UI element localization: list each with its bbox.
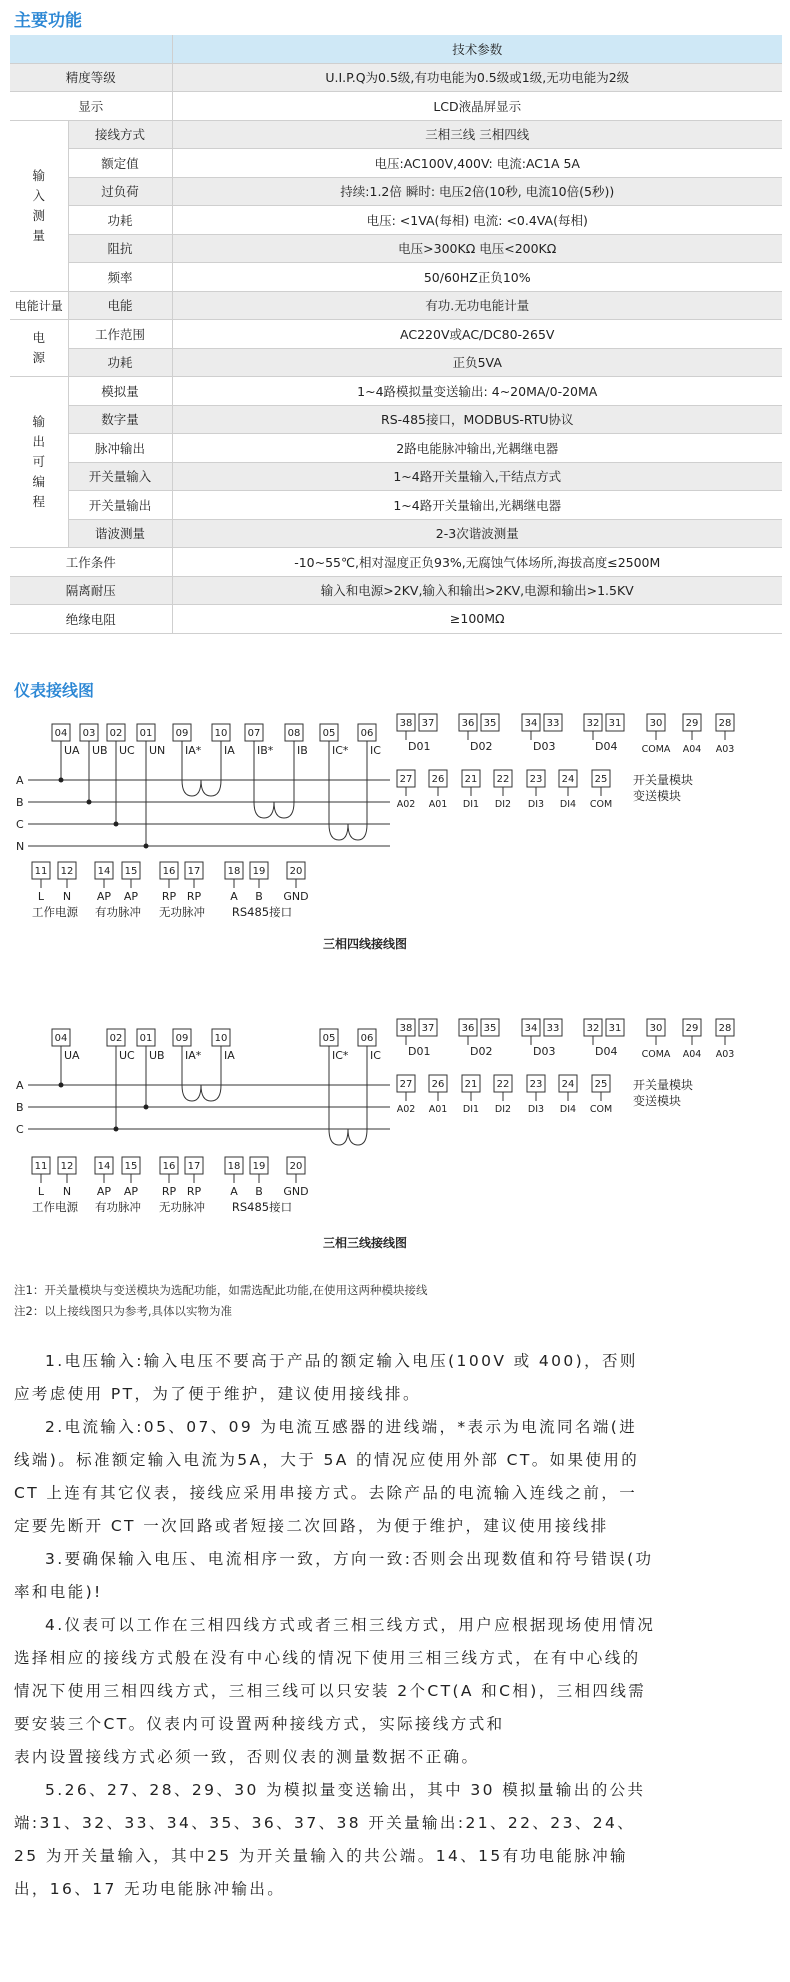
module-label: D02 [470,1045,493,1058]
module-label: D03 [533,1045,556,1058]
terminal-number: 14 [97,1161,111,1172]
para-line: 4.仪表可以工作在三相四线方式或者三相三线方式，用户应根据现场使用情况 [45,1616,656,1634]
module-number: 22 [496,1079,510,1090]
module-number: 29 [685,718,699,729]
module-number: 30 [649,1023,663,1034]
row-value: 2-3次谐波测量 [172,519,782,548]
para-line: 端:31、32、33、34、35、36、37、38 开关量输出:21、22、23、24、 [14,1814,636,1832]
row-label: 频率 [68,263,172,292]
row-value: 1~4路模拟量变送输出: 4~20MA/0-20MA [172,377,782,406]
module-number: 36 [461,1023,475,1034]
module-label: D04 [595,740,618,753]
row-value: -10~55℃,相对湿度正负93%,无腐蚀气体场所,海拔高度≤2500M [172,548,782,577]
terminal-label: RP [161,1185,177,1198]
terminal-label: UB [149,1049,165,1062]
terminal-number: 17 [187,1161,201,1172]
row-label: 电能 [68,291,172,320]
terminal-label: IC [370,744,381,757]
group-label: 工作电源 [32,1200,78,1214]
group-output: 输出可编程 [10,377,68,548]
module-number: 38 [399,718,413,729]
terminal-number: 18 [227,866,241,877]
row-value: AC220V或AC/DC80-265V [172,320,782,349]
terminal-label: N [62,1185,72,1198]
module-label: D01 [408,740,431,753]
row-label: 阻抗 [68,234,172,263]
para-line: 5.26、27、28、29、30 为模拟量变送输出，其中 30 模拟量输出的公共 [45,1781,646,1799]
table-row [10,462,782,491]
para-line: 出，16、17 无功电能脉冲输出。 [14,1880,286,1898]
para-line: 1.电压输入:输入电压不要高于产品的额定输入电压(100V 或 400)，否则 [45,1352,638,1370]
terminal-label: IC [370,1049,381,1062]
module-label: COM [589,799,613,810]
module-number: 34 [524,718,538,729]
module-number: 35 [483,1023,497,1034]
terminal-number: 20 [289,866,303,877]
module-number: 24 [561,774,575,785]
module-number: 22 [496,774,510,785]
terminal-number: 11 [34,866,48,877]
row-label: 过负荷 [68,177,172,206]
terminal-number: 20 [289,1161,303,1172]
table-row [10,548,782,577]
group-label: 有功脉冲 [95,905,141,919]
module-label: D01 [408,1045,431,1058]
module-number: 25 [594,774,608,785]
terminal-label: UA [64,1049,80,1062]
terminal-number: 12 [60,866,74,877]
row-label: 功耗 [68,348,172,377]
para-line: 表内设置接线方式必须一致，否则仪表的测量数据不正确。 [14,1748,480,1766]
group-label: 无功脉冲 [159,905,205,919]
table-row [10,234,782,263]
terminal-number: 02 [109,1033,123,1044]
terminal-label: IB [297,744,308,757]
line-label: A [16,1079,24,1092]
terminal-number: 03 [82,728,96,739]
terminal-number: 09 [175,728,189,739]
group-power: 电源 [10,320,68,377]
para-line: 2.电流输入:05、07、09 为电流互感器的进线端，*表示为电流同名端(进 [45,1418,638,1436]
terminal-number: 16 [162,1161,176,1172]
table-row [10,120,782,149]
module-label: COMA [641,1049,671,1060]
para-line: 25 为开关量输入，其中25 为开关量输入的共公端。14、15有功电能脉冲输 [14,1847,628,1865]
module-number: 29 [685,1023,699,1034]
module-label: DI4 [559,1104,577,1115]
terminal-label: GND [283,1185,309,1198]
terminal-number: 14 [97,866,111,877]
terminal-number: 10 [214,728,228,739]
table-row [10,320,782,349]
module-label: A01 [428,799,448,810]
row-value: U.I.P.Q为0.5级,有功电能为0.5级或1级,无功电能为2级 [172,63,782,92]
module-label: A02 [396,799,416,810]
terminal-number: 07 [247,728,261,739]
module-label: D03 [533,740,556,753]
table-row [10,519,782,548]
module-number: 36 [461,718,475,729]
group-label: RS485接口 [231,1200,293,1214]
row-value: 有功.无功电能计量 [172,291,782,320]
module-label: DI1 [462,799,480,810]
row-label: 功耗 [68,206,172,235]
table-row [10,291,782,320]
terminal-label: RP [161,890,177,903]
terminal-number: 01 [139,1033,153,1044]
table-row [10,434,782,463]
terminal-label: AP [123,1185,139,1198]
row-label: 精度等级 [10,63,172,92]
para-line: 选择相应的接线方式般在没有中心线的情况下使用三相三线方式，在有中心线的 [14,1649,641,1667]
module-label: DI3 [527,799,545,810]
terminal-number: 06 [360,728,374,739]
module-number: 28 [718,1023,732,1034]
table-row [10,377,782,406]
module-number: 33 [546,1023,560,1034]
row-label: 显示 [10,92,172,121]
spec-table [10,35,782,634]
terminal-label: B [255,1185,263,1198]
module-number: 32 [586,1023,600,1034]
row-label: 谐波测量 [68,519,172,548]
module-label: D04 [595,1045,618,1058]
module-title: 变送模块 [633,1094,682,1108]
note-1: 注1：开关量模块与变送模块为选配功能，如需选配此功能,在使用这两种模块接线 [14,1283,428,1297]
line-label: C [16,1123,24,1136]
group-label: RS485接口 [231,905,293,919]
diagram-caption: 三相四线接线图 [322,937,408,951]
module-label: A02 [396,1104,416,1115]
module-number: 31 [608,1023,622,1034]
note-2: 注2：以上接线图只为参考,具体以实物为准 [14,1304,232,1318]
line-label: A [16,774,24,787]
para-line: 定要先断开 CT 一次回路或者短接二次回路，为便于维护，建议使用接线排 [14,1517,609,1535]
terminal-label: A [230,1185,238,1198]
terminal-number: 01 [139,728,153,739]
para-line: 率和电能)! [14,1583,103,1601]
terminal-label: L [37,890,45,903]
terminal-label: UA [64,744,80,757]
table-row [10,405,782,434]
line-label: C [16,818,24,831]
module-label: DI2 [494,799,512,810]
table-row [10,348,782,377]
table-row [10,605,782,634]
table-row [10,177,782,206]
module-number: 23 [529,774,543,785]
terminal-number: 06 [360,1033,374,1044]
module-number: 38 [399,1023,413,1034]
module-label: A04 [682,1049,702,1060]
para-line: 3.要确保输入电压、电流相序一致，方向一致:否则会出现数值和符号错误(功 [45,1550,654,1568]
terminal-label: L [37,1185,45,1198]
row-value: LCD液晶屏显示 [172,92,782,121]
module-label: DI4 [559,799,577,810]
module-number: 28 [718,718,732,729]
terminal-label: UC [119,1049,135,1062]
row-value: RS-485接口，MODBUS-RTU协议 [172,405,782,434]
para-line: 要安装三个CT。仪表内可设置两种接线方式，实际接线方式和 [14,1715,505,1733]
row-label: 工作范围 [68,320,172,349]
module-number: 32 [586,718,600,729]
table-row [10,491,782,520]
terminal-number: 09 [175,1033,189,1044]
module-label: A01 [428,1104,448,1115]
row-label: 绝缘电阻 [10,605,172,634]
terminal-label: IA [224,1049,235,1062]
para-line: 线端)。标准额定输入电流为5A，大于 5A 的情况应使用外部 CT。如果使用的 [14,1451,640,1469]
row-value: 2路电能脉冲输出,光耦继电器 [172,434,782,463]
line-label: N [16,840,25,853]
module-number: 27 [399,774,413,785]
terminal-label: RP [186,1185,202,1198]
instructions [14,1345,782,1906]
terminal-number: 15 [124,866,138,877]
terminal-number: 12 [60,1161,74,1172]
module-title: 开关量模块 [633,1078,694,1092]
module-number: 27 [399,1079,413,1090]
terminal-label: N [62,890,72,903]
terminal-number: 05 [322,1033,336,1044]
module-number: 21 [464,774,478,785]
module-number: 37 [421,718,435,729]
group-label: 有功脉冲 [95,1200,141,1214]
terminal-label: AP [96,1185,112,1198]
row-label: 模拟量 [68,377,172,406]
module-label: COMA [641,744,671,755]
terminal-label: IC* [332,1049,349,1062]
module-label: DI1 [462,1104,480,1115]
terminal-number: 10 [214,1033,228,1044]
terminal-number: 15 [124,1161,138,1172]
module-label: D02 [470,740,493,753]
module-number: 37 [421,1023,435,1034]
module-label: COM [589,1104,613,1115]
terminal-label: IB* [257,744,274,757]
row-value: 电压:AC100V,400V: 电流:AC1A 5A [172,149,782,178]
group-label: 无功脉冲 [159,1200,205,1214]
terminal-number: 04 [54,728,68,739]
terminal-label: RP [186,890,202,903]
para-line: CT 上连有其它仪表，接线应采用串接方式。去除产品的电流输入连线之前，一 [14,1484,638,1502]
terminal-label: UN [149,744,166,757]
row-value: 三相三线 三相四线 [172,120,782,149]
module-number: 34 [524,1023,538,1034]
module-number: 30 [649,718,663,729]
terminal-number: 02 [109,728,123,739]
row-label: 隔离耐压 [10,576,172,605]
terminal-number: 17 [187,866,201,877]
row-value: 1~4路开关量输入,干结点方式 [172,462,782,491]
row-value: 1~4路开关量输出,光耦继电器 [172,491,782,520]
terminal-label: IA* [185,1049,202,1062]
module-label: DI2 [494,1104,512,1115]
terminal-label: AP [123,890,139,903]
terminal-number: 05 [322,728,336,739]
spec-header: 技术参数 [172,35,782,63]
table-row [10,206,782,235]
row-value: 50/60HZ正负10% [172,263,782,292]
module-number: 26 [431,1079,445,1090]
line-label: B [16,796,24,809]
row-label: 脉冲输出 [68,434,172,463]
module-label: A04 [682,744,702,755]
row-label: 额定值 [68,149,172,178]
module-number: 26 [431,774,445,785]
para-line: 应考虑使用 PT，为了便于维护，建议使用接线排。 [14,1385,421,1403]
terminal-label: GND [283,890,309,903]
row-value: 正负5VA [172,348,782,377]
terminal-label: B [255,890,263,903]
wiring-diagram-3wire [0,1005,790,1260]
terminal-number: 16 [162,866,176,877]
row-label: 接线方式 [68,120,172,149]
row-label: 开关量输入 [68,462,172,491]
module-number: 23 [529,1079,543,1090]
module-label: A03 [715,744,735,755]
row-label: 工作条件 [10,548,172,577]
module-title: 开关量模块 [633,773,694,787]
line-label: B [16,1101,24,1114]
module-number: 35 [483,718,497,729]
table-row [10,576,782,605]
module-label: DI3 [527,1104,545,1115]
diagram-title: 仪表接线图 [14,681,95,700]
terminal-number: 08 [287,728,301,739]
table-row [10,263,782,292]
terminal-label: IA [224,744,235,757]
terminal-label: A [230,890,238,903]
table-row [10,149,782,178]
para-line: 情况下使用三相四线方式，三相三线可以只安装 2个CT(A 和C相)，三相四线需 [14,1682,647,1700]
row-value: 持续:1.2倍 瞬时: 电压2倍(10秒, 电流10倍(5秒)) [172,177,782,206]
table-row [10,63,782,92]
terminal-label: AP [96,890,112,903]
module-number: 21 [464,1079,478,1090]
terminal-label: IC* [332,744,349,757]
row-value: ≥100MΩ [172,605,782,634]
module-number: 25 [594,1079,608,1090]
terminal-number: 19 [252,866,266,877]
spec-header-row [10,35,782,63]
row-value: 电压: <1VA(每相) 电流: <0.4VA(每相) [172,206,782,235]
wiring-diagram-4wire [0,700,790,970]
terminal-label: IA* [185,744,202,757]
module-label: A03 [715,1049,735,1060]
terminal-label: UC [119,744,135,757]
notes [14,1280,427,1322]
table-row [10,92,782,121]
terminal-number: 04 [54,1033,68,1044]
row-label: 开关量输出 [68,491,172,520]
main-title: 主要功能 [14,11,82,31]
row-label: 数字量 [68,405,172,434]
row-value: 电压>300KΩ 电压<200KΩ [172,234,782,263]
module-number: 31 [608,718,622,729]
group-input: 输入测量 [10,120,68,291]
row-value: 输入和电源>2KV,输入和输出>2KV,电源和输出>1.5KV [172,576,782,605]
module-number: 33 [546,718,560,729]
group-energy: 电能计量 [10,291,68,320]
terminal-label: UB [92,744,108,757]
diagram-caption: 三相三线接线图 [322,1236,408,1250]
terminal-number: 11 [34,1161,48,1172]
module-number: 24 [561,1079,575,1090]
terminal-number: 18 [227,1161,241,1172]
terminal-number: 19 [252,1161,266,1172]
group-label: 工作电源 [32,905,78,919]
module-title: 变送模块 [633,789,682,803]
